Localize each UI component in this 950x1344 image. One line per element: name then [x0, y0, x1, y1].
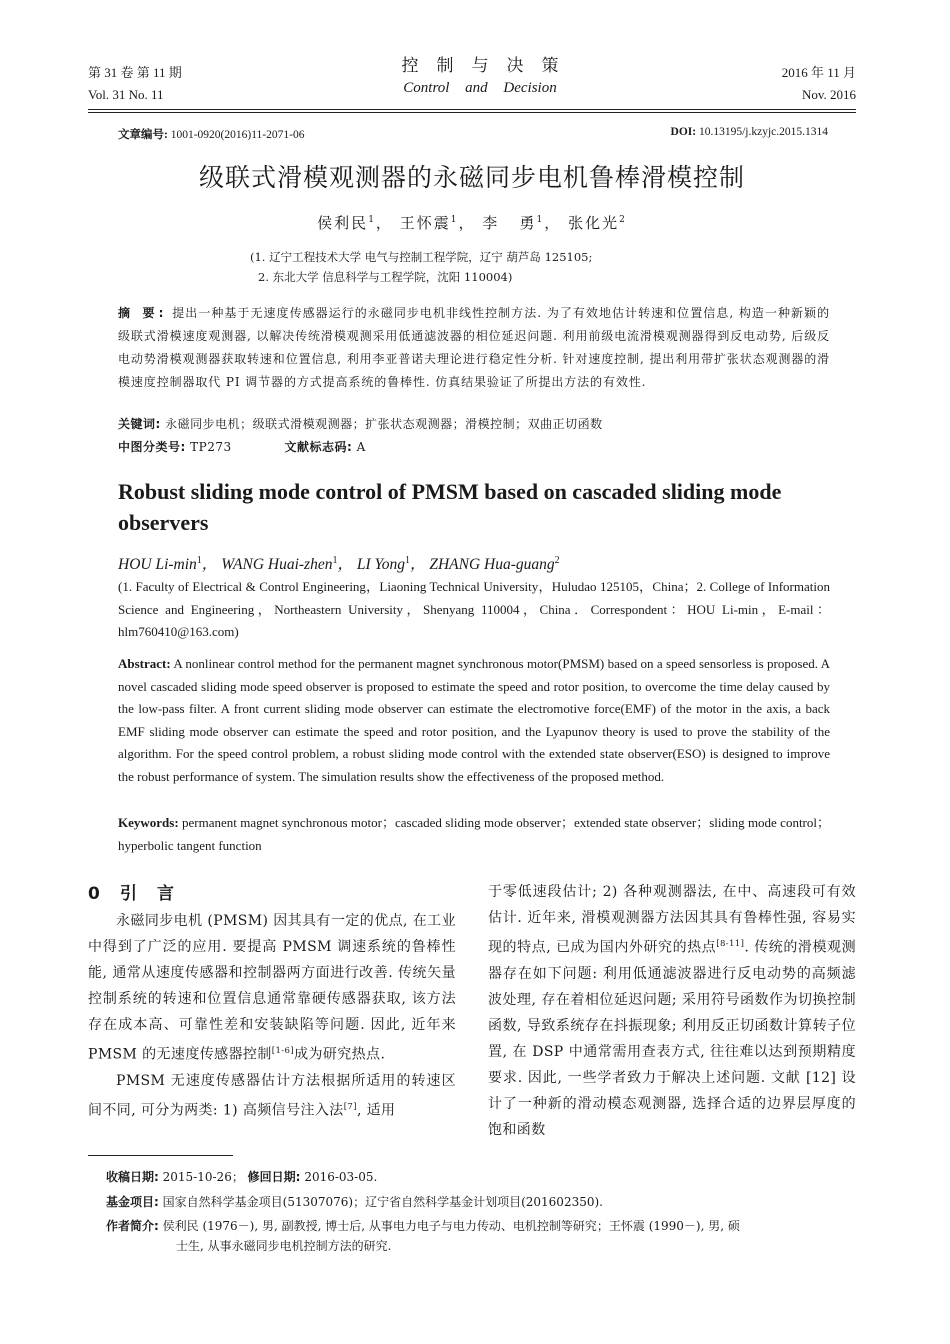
- authors-cn: 侯利民$^1$， 王怀震$^1$， 李 勇$^1$， 张化光$^2$: [317, 214, 627, 232]
- body-column-right: [488, 879, 856, 1143]
- footnote-dates: [106, 1167, 836, 1187]
- affiliation-cn: (1. 辽宁工程技术大学 电气与控制工程学院，辽宁 葫芦岛 125105;: [250, 250, 593, 264]
- author-en: WANG Huai-zhen: [221, 556, 333, 573]
- footnote-fund: [106, 1192, 836, 1212]
- article-number-label: 文章编号:: [118, 129, 168, 141]
- author-en: ZHANG Hua-guang: [429, 556, 555, 573]
- header-issue-cn: 第 31 卷 第 11 期: [88, 65, 182, 80]
- footnote-bio: [106, 1216, 836, 1256]
- affiliations-en: (1. Faculty of Electrical & Control Engineering，Liaoning Technical University，Huludao 125105，China；2. College of Information Science and Engineering，Northeastern University，Shenyang 110004，China．Correspondent：HOU Li-min，E-mail：hlm760410@163.com): [118, 579, 830, 639]
- section-number: 0: [88, 884, 100, 904]
- author-aff: 1: [536, 215, 545, 225]
- abstract-en: [118, 653, 830, 789]
- abstract-en-label: Abstract:: [118, 656, 171, 671]
- author-aff: 1: [404, 554, 410, 566]
- journal-name: [320, 54, 640, 98]
- clc-label: 中图分类号:: [118, 440, 186, 454]
- header-date-cn: 2016 年 11 月: [781, 65, 856, 80]
- revised-label: 修回日期:: [247, 1170, 301, 1184]
- abstract-cn: [118, 302, 830, 394]
- title-en: Robust sliding mode control of PMSM based on cascaded sliding mode observers: [118, 479, 782, 535]
- citation: [8-11]: [716, 939, 745, 949]
- author-en: HOU Li-min: [118, 556, 197, 573]
- author-cn: 李 勇: [482, 214, 537, 232]
- header-date: [782, 62, 856, 106]
- body-text: 于零低速段估计; 2) 各种观测器法, 在中、高速段可有效估计. 近年来, 滑模观测器方法因其具有鲁棒性强, 容易实现的特点, 已成为国内外研究的热点: [488, 884, 856, 956]
- author-aff: 2: [554, 554, 560, 566]
- body-text: . 传统的滑模观测器存在如下问题: 利用低通滤波器进行反电动势的高频滤波处理, 存在着相位延迟问题; 采用符号函数作为切换控制函数, 导致系统存在抖振现象; 利用反正切函数计算转子位置, 在 DSP 中通常需用查表方式, 往往难以达到预期精度要求. 因此, 一些学者致力于解决上述问题. 文献 [12] 设计了一种新的滑动模态观测器, 选择合适的边界层厚度的饱和函数: [488, 939, 857, 1138]
- bio-text: 侯利民 (1976－), 男, 副教授, 博士后, 从事电力电子与电力传动、电机控制等研究；王怀震 (1990－), 男, 硕: [162, 1219, 740, 1233]
- section-title: 引言: [120, 884, 194, 904]
- footnote-rule: [88, 1155, 233, 1156]
- doc-code-label: 文献标志码:: [284, 440, 353, 454]
- article-number: [118, 126, 304, 142]
- header-issue: [88, 62, 182, 106]
- body-text: 成为研究热点.: [294, 1046, 386, 1063]
- keywords-cn-label: 关键词:: [118, 417, 161, 431]
- header-rule: [88, 109, 856, 110]
- doi-value: 10.13195/j.kzyjc.2015.1314: [698, 126, 828, 138]
- keywords-cn-text: 永磁同步电机；级联式滑模观测器；扩张状态观测器；滑模控制；双曲正切函数: [165, 417, 603, 431]
- keywords-en: [118, 812, 830, 857]
- doi-label: DOI:: [670, 126, 697, 138]
- body-paragraph: [88, 1068, 456, 1124]
- author-aff: 1: [450, 215, 459, 225]
- author-cn: 王怀震: [399, 214, 451, 232]
- clc-value: TP273: [190, 440, 232, 454]
- author-cn: 侯利民: [317, 214, 369, 232]
- body-column-left: [88, 908, 456, 1123]
- abstract-cn-label: 摘 要:: [118, 306, 168, 320]
- title-cn: 级联式滑模观测器的永磁同步电机鲁棒滑模控制: [198, 163, 745, 192]
- citation: [7]: [343, 1101, 357, 1112]
- abstract-cn-text: 提出一种基于无速度传感器运行的永磁同步电机非线性控制方法. 为了有效地估计转速和位置信息, 构造一种新颖的级联式滑模速度观测器, 以解决传统滑模观测采用低通滤波器的相位延迟问题. 利用前级电流滑模观测器得到反电动势, 后级反电动势滑模观测器获取转速和位置信息, 利用李亚普诺夫理论进行稳定性分析. 针对速度控制, 提出利用带扩张状态观测器的滑模速度控制器取代 PI 调节器的方式提高系统的鲁棒性. 仿真结果验证了所提出方法的有效性.: [118, 306, 830, 389]
- author-aff: 2: [619, 215, 627, 225]
- authors-en: HOU $Li-\min^1$， WANG Huai-zhen$^1$， LI Yong$^1$， ZHANG Hua-guang$^2$: [118, 554, 560, 573]
- abstract-en-text: A nonlinear control method for the permanent magnet synchronous motor(PMSM) based on a speed sensorless is proposed. A novel cascaded sliding mode speed observer is proposed to estimate the speed and rotor position, to overcome the time delay caused by the low-pass filter. A front current sliding mode observer can estimate the electromotive force(EMF) of the motor in the axis, a back EMF sliding mode observer can estimate the speed and rotor position, and the Lyapunov theory is used to prove the stability of the algorithm. For the speed control problem, a robust sliding mode control with the extended state observer(ESO) is designed to improve the robust performance of system. The simulation results show the effectiveness of the proposed method.: [118, 656, 830, 784]
- citation: [1-6]: [271, 1046, 295, 1056]
- bio-label: 作者简介:: [106, 1219, 159, 1233]
- journal-name-cn: 控制与决策: [401, 56, 577, 75]
- author-aff: 1: [368, 215, 376, 225]
- affiliations-cn: [250, 247, 750, 287]
- fund-text: 国家自然科学基金项目(51307076)；辽宁省自然科学基金计划项目(201602350).: [162, 1195, 603, 1209]
- article-number-value: 1001-0920(2016)11-2071-06: [170, 129, 305, 141]
- author-en: LI Yong: [356, 556, 405, 573]
- author-cn: 张化光: [568, 214, 620, 232]
- body-text: , 适用: [356, 1102, 396, 1119]
- keywords-cn: [118, 413, 830, 459]
- bio-text-cont: 士生, 从事永磁同步电机控制方法的研究.: [176, 1239, 392, 1253]
- section-heading: [88, 879, 194, 904]
- author-aff: 1: [332, 554, 338, 566]
- doi: [671, 126, 828, 138]
- header-date-en: Nov. 2016: [801, 87, 856, 102]
- revised-date: 2016-03-05.: [304, 1170, 378, 1184]
- received-date: 2015-10-26；: [162, 1170, 244, 1184]
- header-rule-thin: [88, 112, 856, 113]
- body-text: 永磁同步电机 (PMSM) 因其具有一定的优点, 在工业中得到了广泛的应用. 要提高 PMSM 调速系统的鲁棒性能, 通常从速度传感器和控制器两方面进行改善. 传统矢量控制系统的转速和位置信息通常靠硬传感器获取, 该方法存在成本高、可靠性差和安装缺陷等问题. 因此, 近年来 PMSM 的无速度传感器控制: [88, 913, 456, 1063]
- received-label: 收稿日期:: [106, 1170, 159, 1184]
- affiliation-cn: 2. 东北大学 信息科学与工程学院，沈阳 110004): [258, 270, 513, 284]
- keywords-en-label: Keywords:: [118, 815, 179, 830]
- doc-code-value: A: [356, 440, 366, 454]
- author-aff: 1: [196, 554, 202, 566]
- body-paragraph: [88, 908, 456, 1068]
- body-text: PMSM 无速度传感器估计方法根据所适用的转速区间不同, 可分为两类: 1) 高频信号注入法: [88, 1072, 456, 1119]
- journal-name-en: Control and Decision: [403, 80, 557, 96]
- body-paragraph: [488, 879, 856, 1143]
- keywords-en-text: permanent magnet synchronous motor；cascaded sliding mode observer；extended state observer；sliding mode control；hyperbolic tangent function: [118, 815, 830, 853]
- fund-label: 基金项目:: [106, 1195, 159, 1209]
- header-issue-en: Vol. 31 No. 11: [88, 87, 164, 102]
